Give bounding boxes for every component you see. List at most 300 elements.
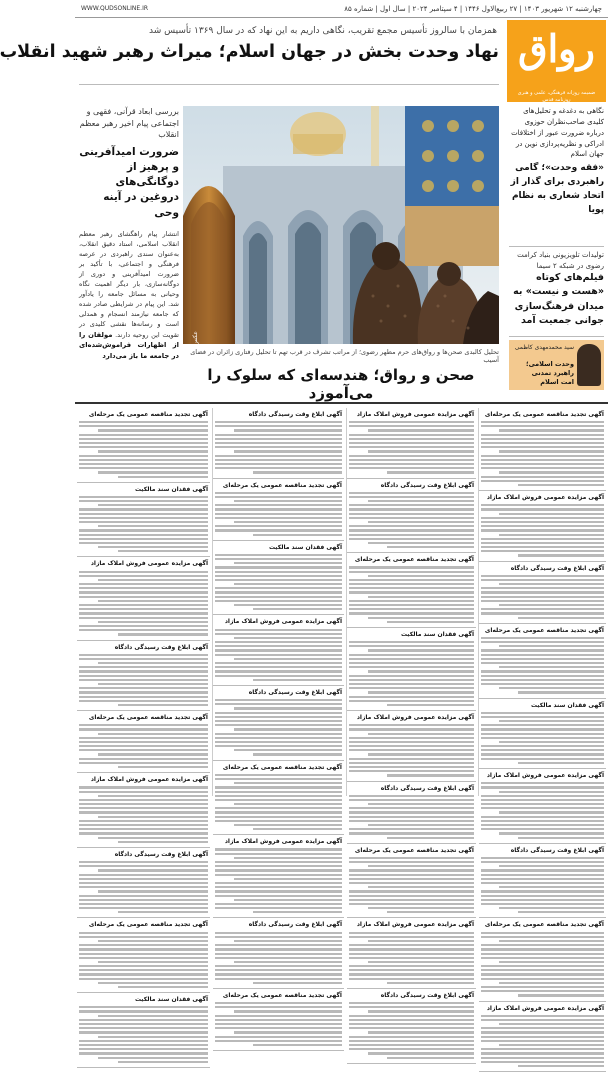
- ad-text-line: [118, 1061, 208, 1063]
- ad-text-line: [215, 882, 342, 884]
- ad-text-line: [215, 566, 342, 568]
- ad-text-line: [481, 538, 604, 540]
- ad-text-line: [79, 724, 208, 726]
- author-box[interactable]: [509, 340, 604, 390]
- ad-text-line: [349, 1027, 474, 1029]
- ad-text-line: [481, 712, 604, 714]
- ad-text-line: [79, 745, 208, 747]
- left-article-text: انتشار پیام راهگشای رهبر معظم انقلاب اسلامی، استاد دقیق انقلاب، به‌عنوان سندی راهبردی در عرصه فرهنگی و اجتماعی، با تأکید بر ضرورت امیدآفرینی و دوری از دوگانه‌سازی، بار دیگر اهمیت نگاه وحیانی به مسائل جامعه را یادآور شد. این پیام در شرایطی صادر شده که جامعه نیازمند انسجام و همدلی است و رسانه‌ها نقشی کلیدی در تقویت این روحیه دارند.: [79, 229, 179, 339]
- classified-ad[interactable]: [213, 835, 344, 918]
- classified-ad-title: آگهی ابلاغ وقت رسیدگی دادگاه: [380, 992, 474, 999]
- second-story-headline[interactable]: فیلم‌های کوتاه «هست و نیست» به میدان فرهنگ‌سازی جوانی جمعیت آمد: [513, 272, 604, 326]
- left-article-kicker: بررسی ابعاد قرآنی، فقهی و اجتماعی پیام اخیر رهبر معظم انقلاب: [79, 107, 179, 140]
- ad-text-line: [215, 438, 342, 440]
- ad-text-line: [499, 1044, 604, 1046]
- photo-headline[interactable]: صحن و رواق؛ هندسه‌ای که سلوک را می‌آموزد: [207, 366, 475, 402]
- ad-text-line: [215, 587, 342, 589]
- ad-text-line: [79, 604, 208, 606]
- ravagh-logo[interactable]: رواق: [518, 26, 595, 71]
- ad-text-line: [387, 911, 475, 913]
- ad-text-line: [387, 774, 475, 776]
- ad-text-line: [79, 617, 208, 619]
- classified-ad-title: آگهی ابلاغ وقت رسیدگی دادگاه: [248, 688, 342, 696]
- classified-ad[interactable]: [213, 686, 344, 761]
- ad-text-line: [79, 459, 208, 461]
- ad-text-line: [349, 749, 474, 751]
- ad-text-line: [79, 538, 208, 540]
- left-article-body: [79, 229, 179, 361]
- ad-text-line: [349, 936, 474, 938]
- ad-text-line: [79, 861, 208, 863]
- classified-ad[interactable]: [479, 624, 606, 699]
- classified-ad-title: آگهی تجدید مناقصه عمومی یک مرحله‌ای: [88, 921, 208, 929]
- ad-text-line: [349, 957, 474, 959]
- ad-text-line: [79, 455, 208, 457]
- ad-text-line: [349, 728, 474, 730]
- ad-text-line: [481, 579, 604, 581]
- ad-text-line: [349, 745, 474, 747]
- classified-ad-title: آگهی تجدید مناقصه عمومی یک مرحله‌ای: [222, 481, 342, 489]
- ad-text-line: [481, 529, 604, 531]
- ad-text-line: [79, 496, 208, 498]
- ad-text-line: [481, 932, 604, 934]
- ad-text-line: [481, 953, 604, 955]
- ad-text-line: [368, 429, 474, 431]
- ad-text-line: [215, 712, 342, 714]
- ad-text-line: [349, 525, 474, 527]
- ad-text-line: [215, 973, 342, 975]
- ad-text-line: [253, 534, 342, 536]
- ad-text-line: [368, 803, 474, 805]
- classified-ad[interactable]: [213, 761, 344, 836]
- ad-text-line: [368, 961, 474, 963]
- ad-text-line: [349, 587, 474, 589]
- classified-ad[interactable]: [77, 483, 210, 558]
- left-article-headline[interactable]: ضرورت امیدآفرینی و پرهیز از دوگانگی‌های دروغین در آینه وحی: [79, 145, 179, 219]
- ad-text-line: [349, 654, 474, 656]
- ad-text-line: [79, 434, 208, 436]
- classified-ad[interactable]: [347, 711, 476, 782]
- ad-text-line: [215, 629, 342, 631]
- classified-ad[interactable]: [77, 557, 210, 640]
- ad-text-line: [481, 957, 604, 959]
- classified-ad[interactable]: [213, 408, 344, 479]
- ad-text-line: [215, 591, 342, 593]
- ad-text-line: [518, 911, 604, 913]
- ad-text-line: [481, 421, 604, 423]
- classified-ad[interactable]: [213, 479, 344, 541]
- ad-text-line: [79, 803, 208, 805]
- ad-text-line: [215, 733, 342, 735]
- ad-text-line: [215, 421, 342, 423]
- ad-text-line: [215, 903, 342, 905]
- ad-text-line: [481, 969, 604, 971]
- classified-ad[interactable]: [77, 918, 210, 993]
- ad-text-line: [481, 504, 604, 506]
- ad-text-line: [481, 1057, 604, 1059]
- ad-text-line: [518, 1065, 604, 1067]
- ad-text-line: [215, 874, 342, 876]
- ad-text-line: [79, 749, 208, 751]
- ad-text-line: [481, 467, 604, 469]
- classified-ads: [75, 402, 608, 1012]
- ad-text-line: [79, 969, 208, 971]
- ad-text-line: [481, 542, 604, 544]
- ad-text-line: [349, 679, 474, 681]
- classified-ad[interactable]: [77, 773, 210, 848]
- author-name: سید محمدمهدی کاظمی: [514, 344, 574, 351]
- ad-text-line: [79, 820, 208, 822]
- classified-ad-title: آگهی ابلاغ وقت رسیدگی دادگاه: [114, 643, 208, 651]
- ad-text-line: [349, 641, 474, 643]
- ad-text-line: [215, 666, 342, 668]
- ad-text-line: [234, 562, 342, 564]
- ad-text-line: [79, 944, 208, 946]
- ad-text-line: [98, 546, 208, 548]
- ad-text-line: [215, 1036, 342, 1038]
- classified-ad[interactable]: [77, 408, 210, 483]
- classified-ad-title: آگهی مزایده عمومی فروش املاک مازاد: [486, 772, 604, 780]
- ad-text-line: [118, 911, 208, 913]
- classified-ad[interactable]: [479, 699, 606, 770]
- ad-text-line: [79, 824, 208, 826]
- ad-text-line: [518, 691, 604, 693]
- ad-text-line: [349, 932, 474, 934]
- ad-text-line: [79, 758, 208, 760]
- ad-text-line: [349, 741, 474, 743]
- ad-text-line: [349, 492, 474, 494]
- ad-text-line: [215, 455, 342, 457]
- ad-text-line: [349, 608, 474, 610]
- ad-text-line: [481, 591, 604, 593]
- ad-text-line: [368, 542, 474, 544]
- ad-text-line: [79, 903, 208, 905]
- ad-text-line: [481, 728, 604, 730]
- ad-text-line: [349, 766, 474, 768]
- ad-text-line: [215, 459, 342, 461]
- ad-text-line: [215, 890, 342, 892]
- ad-text-line: [349, 895, 474, 897]
- ad-text-line: [98, 1015, 208, 1017]
- ad-text-line: [481, 758, 604, 760]
- second-story: [509, 250, 604, 328]
- classified-ad-title: آگهی تجدید مناقصه عمومی یک مرحله‌ای: [484, 626, 604, 634]
- ad-text-line: [349, 658, 474, 660]
- ad-text-line: [499, 1023, 604, 1025]
- ad-text-line: [215, 508, 342, 510]
- ad-text-line: [215, 811, 342, 813]
- ad-text-line: [499, 583, 604, 585]
- classified-ad[interactable]: [479, 918, 606, 1001]
- ad-text-line: [79, 571, 208, 573]
- ad-text-line: [79, 895, 208, 897]
- ad-text-line: [215, 978, 342, 980]
- ad-text-line: [215, 446, 342, 448]
- ad-text-line: [215, 654, 342, 656]
- ad-text-line: [368, 940, 474, 942]
- ad-text-line: [118, 766, 208, 768]
- ad-text-line: [349, 882, 474, 884]
- ad-text-line: [349, 529, 474, 531]
- ad-text-line: [481, 753, 604, 755]
- ad-text-line: [349, 978, 474, 980]
- ad-text-line: [349, 425, 474, 427]
- ad-text-line: [118, 986, 208, 988]
- ad-text-line: [79, 878, 208, 880]
- ad-text-line: [481, 895, 604, 897]
- ad-text-line: [215, 1002, 342, 1004]
- ad-text-line: [215, 816, 342, 818]
- ad-text-line: [481, 517, 604, 519]
- ads-column-3: [212, 408, 344, 999]
- ad-text-line: [79, 1052, 208, 1054]
- ad-text-line: [215, 575, 342, 577]
- ad-text-line: [79, 1023, 208, 1025]
- classified-ad[interactable]: [77, 993, 210, 1068]
- classified-ad[interactable]: [479, 844, 606, 919]
- ad-text-line: [215, 869, 342, 871]
- ad-text-line: [215, 953, 342, 955]
- classified-ad-title: آگهی فقدان سند مالکیت: [530, 701, 604, 709]
- ad-text-line: [234, 658, 342, 660]
- ad-text-line: [387, 546, 475, 548]
- ad-text-line: [518, 994, 604, 996]
- ad-text-line: [481, 658, 604, 660]
- ad-text-line: [481, 749, 604, 751]
- classified-ad-title: آگهی تجدید مناقصه عمومی یک مرحله‌ای: [88, 714, 208, 722]
- ad-text-line: [387, 471, 475, 473]
- ad-text-line: [215, 861, 342, 863]
- ad-text-line: [215, 778, 342, 780]
- ad-text-line: [349, 1040, 474, 1042]
- ad-text-line: [481, 890, 604, 892]
- ad-text-line: [349, 1048, 474, 1050]
- ad-text-line: [234, 749, 342, 751]
- ad-text-line: [481, 990, 604, 992]
- ad-text-line: [79, 654, 208, 656]
- ad-text-line: [349, 828, 474, 830]
- ad-text-line: [215, 936, 342, 938]
- classified-ad-title: آگهی تجدید مناقصه عمومی یک مرحله‌ای: [222, 992, 342, 999]
- lead-story-headline[interactable]: «فقه وحدت»؛ گامی راهبردی برای گذار از اتحاد شعاری به نظام پویا: [510, 163, 604, 216]
- classified-ad[interactable]: [479, 408, 606, 491]
- ad-text-line: [215, 716, 342, 718]
- ad-text-line: [349, 1023, 474, 1025]
- ad-text-line: [79, 886, 208, 888]
- ad-text-line: [481, 637, 604, 639]
- ad-text-line: [518, 837, 604, 839]
- ad-text-line: [368, 753, 474, 755]
- ad-text-line: [253, 753, 342, 755]
- classified-ad-title: آگهی مزایده عمومی فروش املاک مازاد: [486, 494, 604, 502]
- ad-text-line: [79, 1048, 208, 1050]
- classified-ad[interactable]: [347, 408, 476, 479]
- author-article-title[interactable]: وحدت اسلامی؛ راهبرد تمدنی امت اسلام: [525, 360, 574, 387]
- ad-text-line: [215, 525, 342, 527]
- ad-text-line: [481, 1052, 604, 1054]
- ad-text-line: [349, 1015, 474, 1017]
- ad-text-line: [79, 587, 208, 589]
- ad-text-line: [234, 637, 342, 639]
- ad-text-line: [234, 583, 342, 585]
- ad-text-line: [98, 940, 208, 942]
- ad-text-line: [234, 961, 342, 963]
- classified-ad[interactable]: [347, 844, 476, 919]
- ad-text-line: [499, 666, 604, 668]
- ad-text-line: [481, 1031, 604, 1033]
- ad-text-line: [518, 484, 604, 486]
- ad-text-line: [215, 820, 342, 822]
- ad-text-line: [368, 617, 474, 619]
- ad-text-line: [481, 654, 604, 656]
- ad-text-line: [481, 824, 604, 826]
- ad-text-line: [98, 733, 208, 735]
- classified-ad-title: آگهی ابلاغ وقت رسیدگی دادگاه: [380, 481, 474, 489]
- classified-ad[interactable]: [213, 541, 344, 616]
- classified-ad[interactable]: [77, 848, 210, 919]
- ad-text-line: [234, 728, 342, 730]
- ad-text-line: [215, 554, 342, 556]
- ad-text-line: [215, 944, 342, 946]
- ad-text-line: [499, 645, 604, 647]
- classified-ad-title: آگهی مزایده عمومی فروش املاک مازاد: [224, 838, 342, 846]
- classified-ad-title: آگهی مزایده عمومی فروش املاک مازاد: [486, 1004, 604, 1012]
- ad-text-line: [79, 596, 208, 598]
- ad-text-line: [98, 837, 208, 839]
- ad-text-line: [79, 948, 208, 950]
- ad-text-line: [98, 795, 208, 797]
- ad-text-line: [481, 782, 604, 784]
- ad-text-line: [481, 550, 604, 552]
- ad-text-line: [349, 683, 474, 685]
- ad-text-line: [349, 666, 474, 668]
- ad-text-line: [481, 874, 604, 876]
- ad-text-line: [481, 480, 604, 482]
- ad-text-line: [79, 957, 208, 959]
- main-headline[interactable]: نهاد وحدت بخش در جهان اسلام؛ میراث رهبر شهید انقلاب: [0, 42, 499, 62]
- classified-ad[interactable]: [347, 782, 476, 844]
- ad-text-line: [79, 691, 208, 693]
- ad-text-line: [79, 438, 208, 440]
- left-article: [79, 106, 179, 406]
- ad-text-line: [387, 982, 475, 984]
- ad-text-line: [98, 429, 208, 431]
- ad-text-line: [215, 1019, 342, 1021]
- ad-text-line: [481, 828, 604, 830]
- ad-text-line: [349, 517, 474, 519]
- ad-text-line: [481, 737, 604, 739]
- classified-ad[interactable]: [479, 1002, 606, 1072]
- ad-text-line: [234, 878, 342, 880]
- classified-ad[interactable]: [77, 641, 210, 712]
- ad-text-line: [98, 869, 208, 871]
- classified-ad-title: آگهی فقدان سند مالکیت: [268, 543, 342, 551]
- classified-ad[interactable]: [347, 989, 476, 1064]
- ads-column-2: [346, 408, 476, 999]
- ad-text-line: [349, 874, 474, 876]
- ad-text-line: [215, 649, 342, 651]
- ad-text-line: [481, 803, 604, 805]
- ad-text-line: [79, 1010, 208, 1012]
- classified-ad[interactable]: [347, 918, 476, 989]
- ad-text-line: [499, 940, 604, 942]
- ad-text-line: [481, 799, 604, 801]
- ad-text-line: [118, 841, 208, 843]
- ad-text-line: [215, 848, 342, 850]
- ad-text-line: [481, 869, 604, 871]
- ad-text-line: [79, 500, 208, 502]
- ad-text-line: [79, 1040, 208, 1042]
- ad-text-line: [368, 649, 474, 651]
- ad-text-line: [499, 720, 604, 722]
- ad-text-line: [368, 521, 474, 523]
- classified-ad[interactable]: [479, 491, 606, 562]
- ad-text-line: [234, 521, 342, 523]
- classified-ad[interactable]: [479, 562, 606, 624]
- ad-text-line: [481, 1015, 604, 1017]
- ad-text-line: [234, 429, 342, 431]
- ad-text-line: [79, 832, 208, 834]
- classified-ad[interactable]: [77, 711, 210, 773]
- classified-ad[interactable]: [213, 918, 344, 989]
- ad-text-line: [349, 675, 474, 677]
- website-url[interactable]: WWW.QUDSONLINE.IR: [81, 5, 149, 12]
- ad-text-line: [98, 600, 208, 602]
- ad-text-line: [215, 504, 342, 506]
- classified-ad-title: آگهی تجدید مناقصه عمومی یک مرحله‌ای: [484, 921, 604, 929]
- ad-text-line: [98, 579, 208, 581]
- main-kicker: همزمان با سالروز تأسیس مجمع تقریب، نگاهی داریم به این نهاد که در سال ۱۳۶۹ تأسیس شد: [149, 26, 497, 36]
- ad-text-line: [349, 604, 474, 606]
- ad-text-line: [215, 662, 342, 664]
- ad-text-line: [79, 1031, 208, 1033]
- classified-ad[interactable]: [347, 479, 476, 554]
- ad-text-line: [215, 641, 342, 643]
- classified-ad[interactable]: [213, 615, 344, 686]
- ad-text-line: [349, 438, 474, 440]
- ad-text-line: [234, 1031, 342, 1033]
- ad-text-line: [481, 641, 604, 643]
- ad-text-line: [499, 687, 604, 689]
- ad-text-line: [349, 566, 474, 568]
- ad-text-line: [79, 612, 208, 614]
- ad-text-line: [499, 429, 604, 431]
- classified-ad[interactable]: [347, 553, 476, 628]
- ad-text-line: [349, 645, 474, 647]
- classified-ad-title: آگهی ابلاغ وقت رسیدگی دادگاه: [510, 846, 604, 854]
- ad-text-line: [215, 741, 342, 743]
- ad-text-line: [349, 899, 474, 901]
- ad-text-line: [215, 1027, 342, 1029]
- classified-ad[interactable]: [479, 769, 606, 844]
- ad-text-line: [215, 807, 342, 809]
- classified-ad-title: آگهی ابلاغ وقت رسیدگی دادگاه: [248, 411, 342, 418]
- ad-text-line: [215, 957, 342, 959]
- ad-text-line: [481, 438, 604, 440]
- ad-text-line: [349, 953, 474, 955]
- ad-text-line: [349, 612, 474, 614]
- classified-ad[interactable]: [347, 628, 476, 711]
- classified-ad-title: آگهی فقدان سند مالکیت: [400, 630, 474, 638]
- classified-ad-title: آگهی ابلاغ وقت رسیدگی دادگاه: [380, 784, 474, 792]
- ad-text-line: [349, 455, 474, 457]
- classified-ad[interactable]: [213, 989, 344, 1051]
- ad-text-line: [215, 907, 342, 909]
- ad-text-line: [481, 724, 604, 726]
- ad-text-line: [349, 903, 474, 905]
- ad-text-line: [215, 853, 342, 855]
- ad-text-line: [79, 786, 208, 788]
